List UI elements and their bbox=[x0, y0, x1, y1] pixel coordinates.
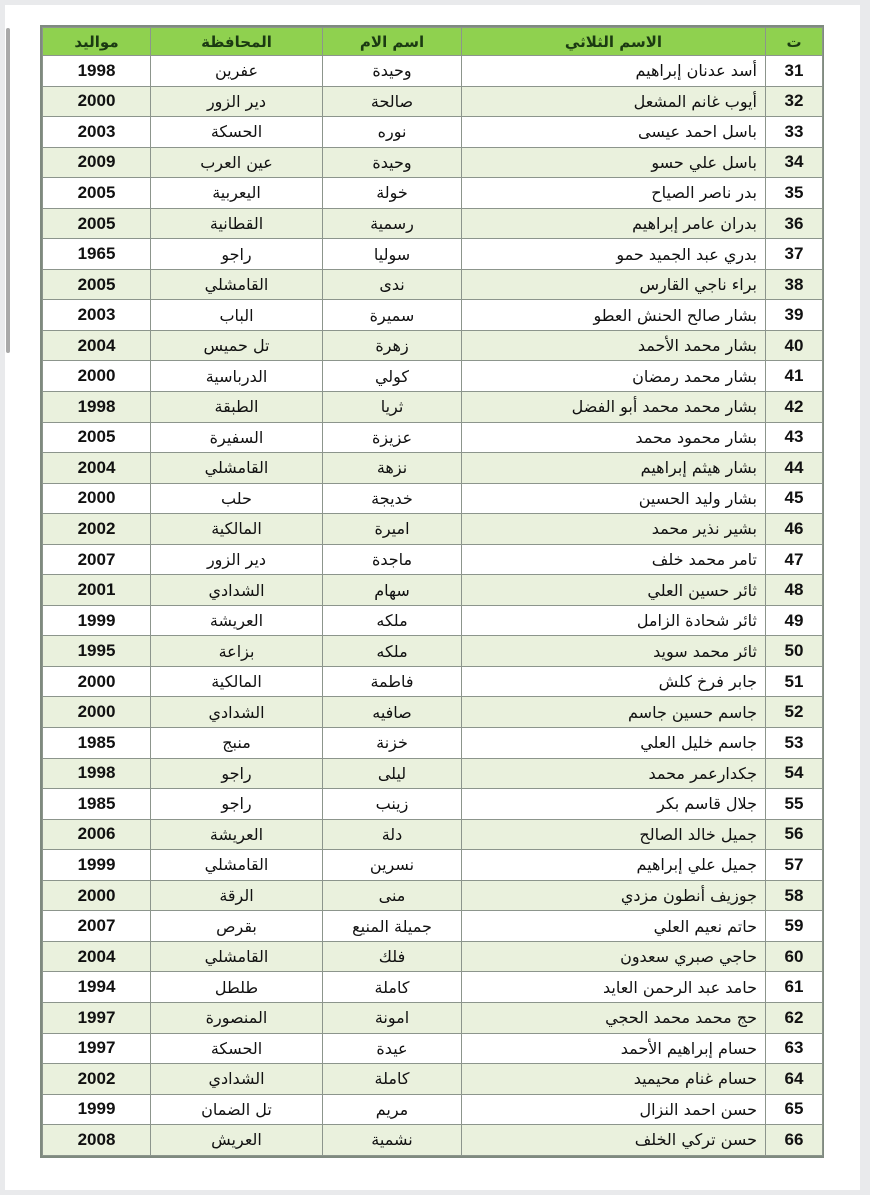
table-row bbox=[43, 544, 823, 575]
governorate-cell: المالكية bbox=[151, 514, 323, 545]
full-name-cell: حاتم نعيم العلي bbox=[462, 911, 766, 942]
governorate-cell: راجو bbox=[151, 239, 323, 270]
mother-name-cell: زينب bbox=[323, 789, 462, 820]
mother-name-cell: سوليا bbox=[323, 239, 462, 270]
table-row bbox=[43, 514, 823, 545]
governorate-cell: عين العرب bbox=[151, 147, 323, 178]
birth-year-cell: 2000 bbox=[43, 880, 151, 911]
mother-name-cell: عزيزة bbox=[323, 422, 462, 453]
full-name-cell: أيوب غانم المشعل bbox=[462, 86, 766, 117]
row-number: 60 bbox=[766, 941, 823, 972]
full-name-cell: باسل علي حسو bbox=[462, 147, 766, 178]
table-body bbox=[43, 56, 823, 1156]
birth-year-cell: 2004 bbox=[43, 941, 151, 972]
table-row bbox=[43, 819, 823, 850]
row-number: 52 bbox=[766, 697, 823, 728]
mother-name-cell: نشمية bbox=[323, 1125, 462, 1156]
full-name-cell: باسل احمد عيسى bbox=[462, 117, 766, 148]
birth-year-cell: 2000 bbox=[43, 697, 151, 728]
birth-year-cell: 2000 bbox=[43, 361, 151, 392]
mother-name-cell: فاطمة bbox=[323, 666, 462, 697]
row-number: 34 bbox=[766, 147, 823, 178]
mother-name-cell: كولي bbox=[323, 361, 462, 392]
mother-name-cell: خولة bbox=[323, 178, 462, 209]
row-number: 64 bbox=[766, 1064, 823, 1095]
row-number: 51 bbox=[766, 666, 823, 697]
birth-year-cell: 1999 bbox=[43, 605, 151, 636]
mother-name-cell: ندى bbox=[323, 269, 462, 300]
full-name-cell: جكدارعمر محمد bbox=[462, 758, 766, 789]
mother-name-cell: سميرة bbox=[323, 300, 462, 331]
birth-year-cell: 1998 bbox=[43, 56, 151, 87]
row-number: 32 bbox=[766, 86, 823, 117]
table-row bbox=[43, 941, 823, 972]
table-row bbox=[43, 1002, 823, 1033]
row-number: 63 bbox=[766, 1033, 823, 1064]
birth-year-cell: 1997 bbox=[43, 1033, 151, 1064]
row-number: 40 bbox=[766, 330, 823, 361]
governorate-cell: منبج bbox=[151, 728, 323, 759]
mother-name-cell: كاملة bbox=[323, 972, 462, 1003]
mother-name-cell: دلة bbox=[323, 819, 462, 850]
row-number: 33 bbox=[766, 117, 823, 148]
table-row bbox=[43, 880, 823, 911]
full-name-cell: ثائر شحادة الزامل bbox=[462, 605, 766, 636]
governorate-cell: القطانية bbox=[151, 208, 323, 239]
birth-year-cell: 2005 bbox=[43, 208, 151, 239]
mother-name-cell: فلك bbox=[323, 941, 462, 972]
mother-name-cell: زهرة bbox=[323, 330, 462, 361]
table-row bbox=[43, 453, 823, 484]
birth-year-cell: 2000 bbox=[43, 86, 151, 117]
header-governorate: المحافظة bbox=[151, 28, 323, 56]
table-row bbox=[43, 575, 823, 606]
governorate-cell: الشدادي bbox=[151, 1064, 323, 1095]
mother-name-cell: سهام bbox=[323, 575, 462, 606]
table-row bbox=[43, 1033, 823, 1064]
birth-year-cell: 1998 bbox=[43, 758, 151, 789]
full-name-cell: بدري عبد الجميد حمو bbox=[462, 239, 766, 270]
table-row bbox=[43, 483, 823, 514]
table-row bbox=[43, 361, 823, 392]
birth-year-cell: 2003 bbox=[43, 117, 151, 148]
governorate-cell: الشدادي bbox=[151, 575, 323, 606]
mother-name-cell: ليلى bbox=[323, 758, 462, 789]
mother-name-cell: منى bbox=[323, 880, 462, 911]
table-row bbox=[43, 330, 823, 361]
governorate-cell: الدرباسية bbox=[151, 361, 323, 392]
row-number: 61 bbox=[766, 972, 823, 1003]
full-name-cell: حسام غنام محيميد bbox=[462, 1064, 766, 1095]
birth-year-cell: 2005 bbox=[43, 422, 151, 453]
governorate-cell: تل الضمان bbox=[151, 1094, 323, 1125]
row-number: 36 bbox=[766, 208, 823, 239]
governorate-cell: الباب bbox=[151, 300, 323, 331]
governorate-cell: العريشة bbox=[151, 605, 323, 636]
mother-name-cell: جميلة المنيع bbox=[323, 911, 462, 942]
governorate-cell: الطبقة bbox=[151, 392, 323, 423]
row-number: 42 bbox=[766, 392, 823, 423]
full-name-cell: براء ناجي القارس bbox=[462, 269, 766, 300]
governorate-cell: العريش bbox=[151, 1125, 323, 1156]
full-name-cell: بشار محمد الأحمد bbox=[462, 330, 766, 361]
names-table bbox=[42, 27, 823, 1156]
row-number: 57 bbox=[766, 850, 823, 881]
birth-year-cell: 2007 bbox=[43, 911, 151, 942]
mother-name-cell: وحيدة bbox=[323, 56, 462, 87]
full-name-cell: جوزيف أنطون مزدي bbox=[462, 880, 766, 911]
birth-year-cell: 2000 bbox=[43, 483, 151, 514]
row-number: 56 bbox=[766, 819, 823, 850]
row-number: 31 bbox=[766, 56, 823, 87]
governorate-cell: الحسكة bbox=[151, 1033, 323, 1064]
table-row bbox=[43, 56, 823, 87]
birth-year-cell: 1997 bbox=[43, 1002, 151, 1033]
birth-year-cell: 1994 bbox=[43, 972, 151, 1003]
birth-year-cell: 1998 bbox=[43, 392, 151, 423]
full-name-cell: جابر فرخ كلش bbox=[462, 666, 766, 697]
row-number: 38 bbox=[766, 269, 823, 300]
full-name-cell: بشير نذير محمد bbox=[462, 514, 766, 545]
governorate-cell: المالكية bbox=[151, 666, 323, 697]
birth-year-cell: 2009 bbox=[43, 147, 151, 178]
table-row bbox=[43, 636, 823, 667]
full-name-cell: حسام إبراهيم الأحمد bbox=[462, 1033, 766, 1064]
governorate-cell: عفرين bbox=[151, 56, 323, 87]
row-number: 53 bbox=[766, 728, 823, 759]
birth-year-cell: 1985 bbox=[43, 789, 151, 820]
table-row bbox=[43, 789, 823, 820]
table-row bbox=[43, 208, 823, 239]
governorate-cell: بزاعة bbox=[151, 636, 323, 667]
governorate-cell: راجو bbox=[151, 758, 323, 789]
row-number: 65 bbox=[766, 1094, 823, 1125]
governorate-cell: السفيرة bbox=[151, 422, 323, 453]
full-name-cell: حسن احمد النزال bbox=[462, 1094, 766, 1125]
governorate-cell: القامشلي bbox=[151, 850, 323, 881]
header-mother-name: اسم الام bbox=[323, 28, 462, 56]
table-row bbox=[43, 117, 823, 148]
mother-name-cell: كاملة bbox=[323, 1064, 462, 1095]
row-number: 58 bbox=[766, 880, 823, 911]
full-name-cell: جميل علي إبراهيم bbox=[462, 850, 766, 881]
birth-year-cell: 2005 bbox=[43, 178, 151, 209]
full-name-cell: بشار محمود محمد bbox=[462, 422, 766, 453]
full-name-cell: أسد عدنان إبراهيم bbox=[462, 56, 766, 87]
governorate-cell: القامشلي bbox=[151, 941, 323, 972]
full-name-cell: حاجي صبري سعدون bbox=[462, 941, 766, 972]
mother-name-cell: صالحة bbox=[323, 86, 462, 117]
table-row bbox=[43, 850, 823, 881]
governorate-cell: الحسكة bbox=[151, 117, 323, 148]
full-name-cell: حج محمد محمد الحجي bbox=[462, 1002, 766, 1033]
names-table-container bbox=[40, 25, 824, 1158]
mother-name-cell: امونة bbox=[323, 1002, 462, 1033]
row-number: 62 bbox=[766, 1002, 823, 1033]
full-name-cell: جميل خالد الصالح bbox=[462, 819, 766, 850]
governorate-cell: حلب bbox=[151, 483, 323, 514]
birth-year-cell: 1999 bbox=[43, 1094, 151, 1125]
governorate-cell: بقرص bbox=[151, 911, 323, 942]
full-name-cell: جاسم حسين جاسم bbox=[462, 697, 766, 728]
birth-year-cell: 1999 bbox=[43, 850, 151, 881]
row-number: 41 bbox=[766, 361, 823, 392]
mother-name-cell: اميرة bbox=[323, 514, 462, 545]
mother-name-cell: نوره bbox=[323, 117, 462, 148]
governorate-cell: الرقة bbox=[151, 880, 323, 911]
governorate-cell: دير الزور bbox=[151, 86, 323, 117]
full-name-cell: بشار محمد محمد أبو الفضل bbox=[462, 392, 766, 423]
birth-year-cell: 2001 bbox=[43, 575, 151, 606]
header-row bbox=[43, 28, 823, 56]
table-row bbox=[43, 1125, 823, 1156]
full-name-cell: ثائر حسين العلي bbox=[462, 575, 766, 606]
full-name-cell: جلال قاسم بكر bbox=[462, 789, 766, 820]
birth-year-cell: 2004 bbox=[43, 330, 151, 361]
table-row bbox=[43, 392, 823, 423]
governorate-cell: طلطل bbox=[151, 972, 323, 1003]
full-name-cell: بدر ناصر الصياح bbox=[462, 178, 766, 209]
mother-name-cell: خزنة bbox=[323, 728, 462, 759]
row-number: 39 bbox=[766, 300, 823, 331]
birth-year-cell: 2002 bbox=[43, 514, 151, 545]
row-number: 47 bbox=[766, 544, 823, 575]
row-number: 50 bbox=[766, 636, 823, 667]
row-number: 37 bbox=[766, 239, 823, 270]
table-row bbox=[43, 605, 823, 636]
birth-year-cell: 2002 bbox=[43, 1064, 151, 1095]
table-row bbox=[43, 269, 823, 300]
full-name-cell: بدران عامر إبراهيم bbox=[462, 208, 766, 239]
governorate-cell: اليعربية bbox=[151, 178, 323, 209]
header-full-name: الاسم الثلاثي bbox=[462, 28, 766, 56]
row-number: 44 bbox=[766, 453, 823, 484]
full-name-cell: ثائر محمد سويد bbox=[462, 636, 766, 667]
row-number: 49 bbox=[766, 605, 823, 636]
row-number: 45 bbox=[766, 483, 823, 514]
table-row bbox=[43, 1064, 823, 1095]
row-number: 59 bbox=[766, 911, 823, 942]
full-name-cell: بشار هيثم إبراهيم bbox=[462, 453, 766, 484]
full-name-cell: جاسم خليل العلي bbox=[462, 728, 766, 759]
mother-name-cell: خديجة bbox=[323, 483, 462, 514]
table-row bbox=[43, 239, 823, 270]
mother-name-cell: نسرين bbox=[323, 850, 462, 881]
table-row bbox=[43, 972, 823, 1003]
table-row bbox=[43, 178, 823, 209]
birth-year-cell: 1965 bbox=[43, 239, 151, 270]
header-birth-year: مواليد bbox=[43, 28, 151, 56]
governorate-cell: المنصورة bbox=[151, 1002, 323, 1033]
birth-year-cell: 2007 bbox=[43, 544, 151, 575]
mother-name-cell: ملكه bbox=[323, 605, 462, 636]
mother-name-cell: ماجدة bbox=[323, 544, 462, 575]
full-name-cell: بشار محمد رمضان bbox=[462, 361, 766, 392]
table-row bbox=[43, 147, 823, 178]
birth-year-cell: 2003 bbox=[43, 300, 151, 331]
row-number: 66 bbox=[766, 1125, 823, 1156]
mother-name-cell: ملكه bbox=[323, 636, 462, 667]
full-name-cell: بشار وليد الحسين bbox=[462, 483, 766, 514]
table-row bbox=[43, 422, 823, 453]
governorate-cell: القامشلي bbox=[151, 269, 323, 300]
birth-year-cell: 2005 bbox=[43, 269, 151, 300]
mother-name-cell: نزهة bbox=[323, 453, 462, 484]
full-name-cell: حامد عبد الرحمن العايد bbox=[462, 972, 766, 1003]
full-name-cell: تامر محمد خلف bbox=[462, 544, 766, 575]
scrollbar[interactable] bbox=[6, 28, 10, 353]
governorate-cell: الشدادي bbox=[151, 697, 323, 728]
row-number: 35 bbox=[766, 178, 823, 209]
row-number: 54 bbox=[766, 758, 823, 789]
mother-name-cell: وحيدة bbox=[323, 147, 462, 178]
mother-name-cell: ثريا bbox=[323, 392, 462, 423]
birth-year-cell: 1985 bbox=[43, 728, 151, 759]
table-row bbox=[43, 1094, 823, 1125]
table-row bbox=[43, 911, 823, 942]
table-row bbox=[43, 86, 823, 117]
governorate-cell: القامشلي bbox=[151, 453, 323, 484]
table-row bbox=[43, 758, 823, 789]
table-row bbox=[43, 697, 823, 728]
header-number: ت bbox=[766, 28, 823, 56]
row-number: 46 bbox=[766, 514, 823, 545]
full-name-cell: حسن تركي الخلف bbox=[462, 1125, 766, 1156]
full-name-cell: بشار صالح الحنش العطو bbox=[462, 300, 766, 331]
mother-name-cell: صافيه bbox=[323, 697, 462, 728]
governorate-cell: تل حميس bbox=[151, 330, 323, 361]
birth-year-cell: 2008 bbox=[43, 1125, 151, 1156]
birth-year-cell: 2000 bbox=[43, 666, 151, 697]
mother-name-cell: عيدة bbox=[323, 1033, 462, 1064]
row-number: 55 bbox=[766, 789, 823, 820]
birth-year-cell: 1995 bbox=[43, 636, 151, 667]
birth-year-cell: 2006 bbox=[43, 819, 151, 850]
mother-name-cell: رسمية bbox=[323, 208, 462, 239]
table-row bbox=[43, 666, 823, 697]
row-number: 43 bbox=[766, 422, 823, 453]
row-number: 48 bbox=[766, 575, 823, 606]
table-row bbox=[43, 300, 823, 331]
mother-name-cell: مريم bbox=[323, 1094, 462, 1125]
governorate-cell: العريشة bbox=[151, 819, 323, 850]
governorate-cell: دير الزور bbox=[151, 544, 323, 575]
birth-year-cell: 2004 bbox=[43, 453, 151, 484]
governorate-cell: راجو bbox=[151, 789, 323, 820]
table-row bbox=[43, 728, 823, 759]
